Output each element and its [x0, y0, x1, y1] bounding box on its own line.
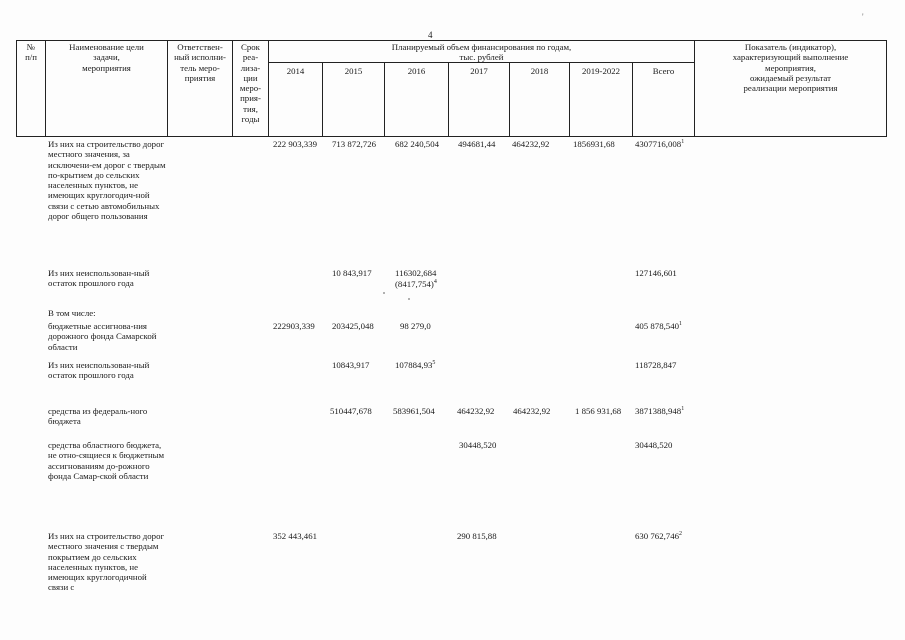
header-year-2014: 2014: [286, 66, 305, 76]
cell-2019-2022: 1 856 931,68: [575, 406, 622, 416]
header-year-total: Всего: [652, 66, 675, 76]
cell-total: [635, 531, 682, 541]
row-label: средства из федераль-ного бюджета: [48, 406, 148, 427]
row-label: бюджетные ассигнова-ния дорожного фонда Самарской области: [48, 321, 157, 352]
cell-total-value: 3871388,948: [635, 406, 682, 416]
header-year-2015: 2015: [344, 66, 363, 76]
row-label: Из них неиспользован-ный остаток прошлого года: [48, 360, 150, 381]
cell-2015: 10843,917: [332, 360, 370, 370]
footnote-mark: 2: [678, 531, 682, 537]
cell-2015: 10 843,917: [332, 268, 372, 278]
row-label: Из них на строительство дорог местного значения с твердым покрытием до сельских населенных пунктов, не имеющих круглогодичной связи с: [48, 531, 165, 593]
header-funding: Планируемый объем финансирования по годам, тыс. рублей: [391, 42, 572, 63]
row-label: средства областного бюджета, не отно-сящиеся к бюджетным ассигнованиям до-рожного фонда Самар-ской области: [48, 440, 165, 481]
cell-2016-extra-value: (8417,754): [395, 279, 434, 289]
header-year-2019-2022: 2019-2022: [581, 66, 621, 76]
header-year-2016: 2016: [407, 66, 426, 76]
footnote-mark: 1: [681, 139, 685, 145]
cell-2017: 464232,92: [457, 406, 495, 416]
cell-total: [635, 321, 682, 331]
header-num: № п/п: [25, 42, 37, 63]
header-name: Наименование цели задачи, мероприятия: [69, 42, 144, 73]
footnote-mark: 1: [681, 406, 685, 412]
header-year-2018: 2018: [530, 66, 549, 76]
footnote-mark: 1: [678, 321, 682, 327]
cell-2017: 290 815,88: [457, 531, 497, 541]
cell-total: [635, 139, 684, 149]
cell-2018: 464232,92: [513, 406, 551, 416]
header-year-2017: 2017: [470, 66, 488, 76]
footnote-mark: 4: [433, 279, 437, 285]
cell-2014: 352 443,461: [273, 531, 317, 541]
scan-speck: [408, 298, 410, 300]
cell-total: 30448,520: [635, 440, 673, 450]
cell-total: 118728,847: [635, 360, 677, 370]
cell-2018: 464232,92: [512, 139, 550, 149]
cell-2014: 222903,339: [273, 321, 315, 331]
cell-total: [635, 406, 684, 416]
cell-total-value: 4307716,008: [635, 139, 682, 149]
cell-2015: 713 872,726: [332, 139, 376, 149]
cell-2016: 98 279,0: [400, 321, 431, 331]
cell-total-value: 405 878,540: [635, 321, 679, 331]
scan-speck: [383, 292, 385, 294]
cell-2016-value: 107884,93: [395, 360, 433, 370]
cell-2014: 222 903,339: [273, 139, 317, 149]
col-border: [886, 40, 887, 137]
header-responsible: Ответствен- ный исполни- тель меро- приятия: [174, 42, 226, 83]
cell-2016-extra: [395, 279, 437, 289]
cell-2016: 682 240,504: [395, 139, 439, 149]
row-label: Из них неиспользован-ный остаток прошлого года: [48, 268, 150, 289]
header-indicator: Показатель (индикатор), характеризующий выполнение мероприятия, ожидаемый результат реализации мероприятия: [732, 42, 849, 94]
cell-2017: 30448,520: [459, 440, 497, 450]
header-term: Срок реа- лиза- ции меро- прия- тия, годы: [239, 42, 262, 125]
scan-mark: ': [862, 12, 864, 22]
cell-total-value: 630 762,746: [635, 531, 679, 541]
cell-2015: 203425,048: [332, 321, 374, 331]
cell-2015: 510447,678: [330, 406, 372, 416]
header-bottom-border: [16, 136, 887, 137]
cell-total: 127146,601: [635, 268, 677, 278]
cell-2016: 583961,504: [393, 406, 435, 416]
cell-2016: 116302,684: [395, 268, 437, 278]
row-label: Из них на строительство дорог местного значения, за исключени-ем дорог с твердым по-крытием до сельских населенных пунктов, не имеющих круглогодич-ной связи с сетью автомобильных дорог общего пользования: [48, 139, 166, 222]
footnote-mark: 5: [432, 360, 436, 366]
row-label: В том числе:: [48, 308, 96, 318]
table-top-border: [16, 40, 887, 41]
cell-2016: [395, 360, 435, 370]
page-number: 4: [428, 30, 433, 40]
cell-2019-2022: 1856931,68: [573, 139, 615, 149]
cell-2017: 494681,44: [458, 139, 496, 149]
